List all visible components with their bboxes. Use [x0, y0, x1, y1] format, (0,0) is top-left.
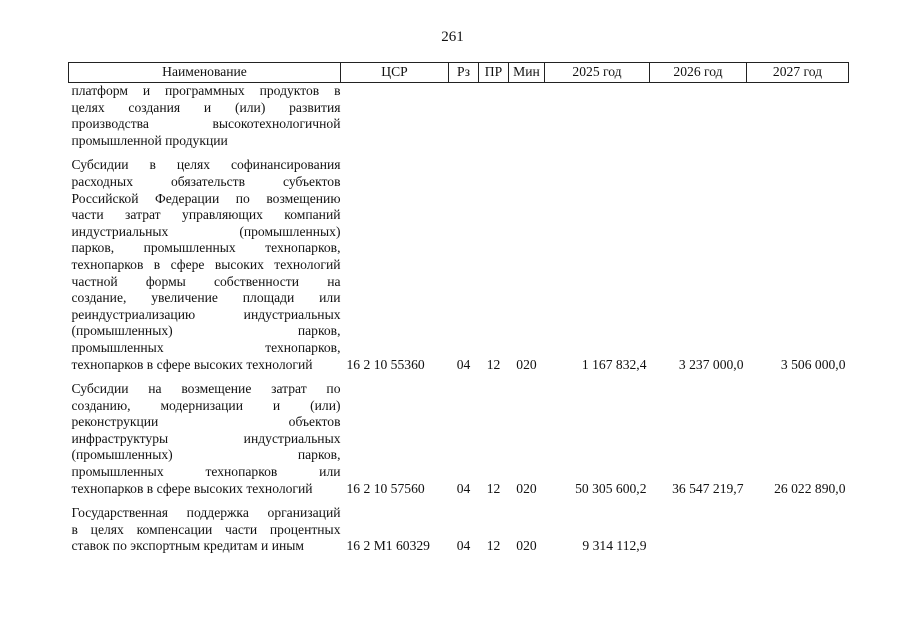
name-line: частной формы собственности на	[71, 273, 341, 289]
name-line: платформ и программных продуктов в	[71, 83, 341, 98]
header-rz: Рз	[449, 63, 479, 83]
row-pr: 12	[486, 356, 501, 372]
header-name: Наименование	[69, 63, 341, 83]
name-line: парков, промышленных технопарков,	[71, 240, 341, 256]
header-2027: 2027 год	[747, 63, 849, 83]
name-line: части затрат управляющих компаний	[71, 207, 341, 223]
name-line: технопарков в сфере высоких технологий	[71, 256, 341, 272]
name-line: Российской Федерации по возмещению	[71, 190, 341, 206]
row-2025: 1 167 832,4	[581, 356, 647, 372]
row-pr: 12	[486, 480, 501, 496]
name-line: технопарков в сфере высоких технологий	[71, 356, 313, 372]
row-2026	[650, 83, 747, 150]
name-line: индустриальных (промышленных)	[71, 223, 341, 239]
name-line: целях создания и (или) развития	[71, 99, 341, 115]
name-line: ставок по экспортным кредитам и иным	[71, 538, 304, 554]
name-line: промышленной продукции	[71, 132, 228, 148]
table-row	[69, 83, 849, 150]
row-csr	[341, 83, 449, 150]
name-line: технопарков в сфере высоких технологий	[71, 480, 313, 496]
header-csr: ЦСР	[341, 63, 449, 83]
name-line: создание, увеличение площади или	[71, 290, 341, 306]
row-2026: 36 547 219,7	[672, 480, 744, 496]
name-line: в целях компенсации части процентных	[71, 521, 341, 537]
row-name	[69, 157, 341, 373]
row-pr: 12	[486, 538, 501, 554]
table-header-row	[69, 63, 849, 83]
name-line: инфраструктуры индустриальных	[71, 430, 341, 446]
header-2025: 2025 год	[545, 63, 650, 83]
table-row	[69, 381, 849, 497]
row-csr: 16 2 10 57560	[346, 480, 425, 496]
row-2025: 50 305 600,2	[575, 480, 647, 496]
row-min: 020	[516, 538, 537, 554]
name-line: созданию, модернизации и (или)	[71, 397, 341, 413]
name-line: производства высокотехнологичной	[71, 116, 341, 132]
name-line: Государственная поддержка организаций	[71, 505, 341, 521]
row-2027	[747, 83, 849, 150]
row-2027	[747, 505, 849, 555]
header-2026: 2026 год	[650, 63, 747, 83]
name-line: реконструкции объектов	[71, 414, 341, 430]
row-csr: 16 2 10 55360	[346, 356, 425, 372]
row-rz: 04	[456, 480, 471, 496]
table-body	[69, 83, 849, 556]
name-line: Субсидии на возмещение затрат по	[71, 381, 341, 397]
header-pr: ПР	[479, 63, 509, 83]
name-line: расходных обязательств субъектов	[71, 173, 341, 189]
row-2026: 3 237 000,0	[678, 356, 744, 372]
row-spacer	[69, 497, 849, 505]
row-2026	[650, 505, 747, 555]
row-2027: 3 506 000,0	[780, 356, 846, 372]
budget-table	[68, 62, 849, 555]
header-min: Мин	[509, 63, 545, 83]
row-rz: 04	[456, 356, 471, 372]
name-line: реиндустриализацию индустриальных	[71, 306, 341, 322]
row-min	[509, 83, 545, 150]
row-spacer	[69, 149, 849, 157]
name-line: Субсидии в целях софинансирования	[71, 157, 341, 173]
row-spacer	[69, 373, 849, 381]
row-min: 020	[516, 356, 537, 372]
name-line: (промышленных) парков,	[71, 323, 341, 339]
row-name	[69, 505, 341, 555]
row-name	[69, 381, 341, 497]
row-min: 020	[516, 480, 537, 496]
name-line: промышленных технопарков,	[71, 339, 341, 355]
row-name	[69, 83, 341, 150]
page-number: 261	[441, 29, 464, 45]
row-pr	[479, 83, 509, 150]
row-rz	[449, 83, 479, 150]
table-row	[69, 157, 849, 373]
row-2027: 26 022 890,0	[774, 480, 846, 496]
name-line: (промышленных) парков,	[71, 447, 341, 463]
row-rz: 04	[456, 538, 471, 554]
row-2025	[545, 83, 650, 150]
row-2025: 9 314 112,9	[582, 538, 647, 554]
row-csr: 16 2 M1 60329	[346, 538, 430, 554]
name-line: промышленных технопарков или	[71, 464, 341, 480]
table-row	[69, 505, 849, 555]
